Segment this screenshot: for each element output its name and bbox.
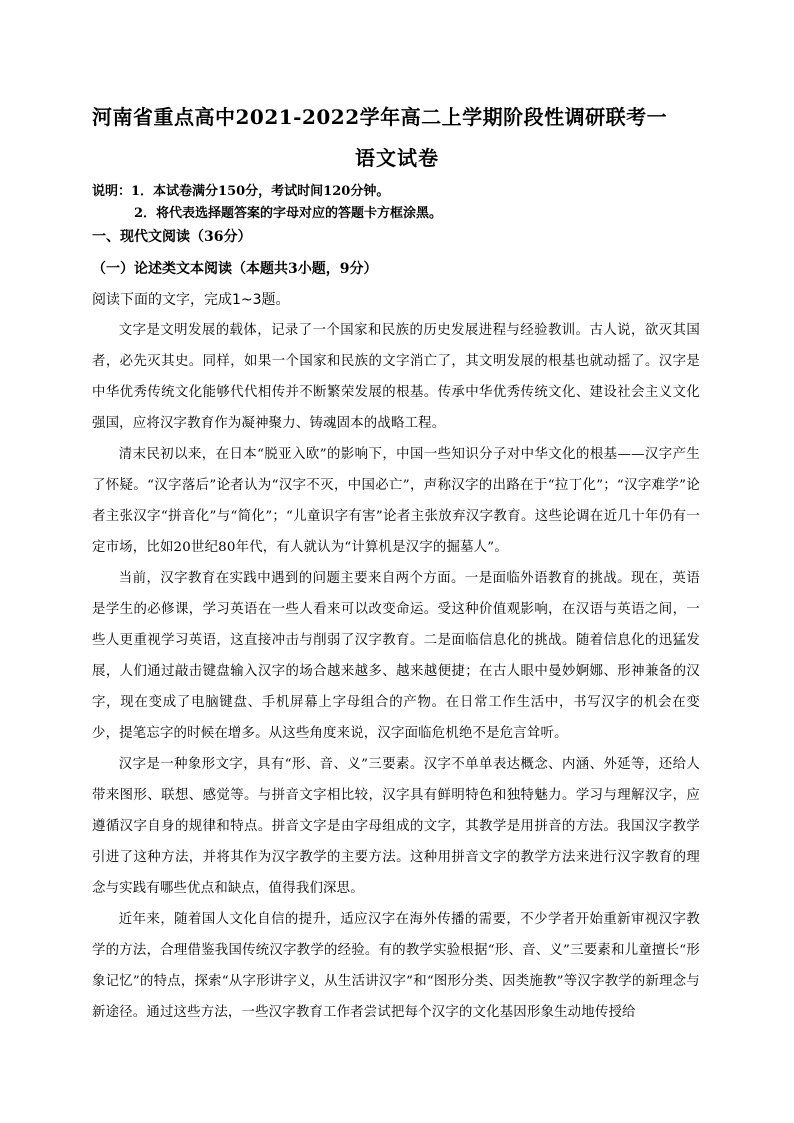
exam-subject-title: 语文试卷	[355, 146, 439, 170]
passage-paragraph: 近年来，随着国人文化自信的提升，适应汉字在海外传播的需要，不少学者开始重新审视汉字教学的方法，合理借鉴我国传统汉字教学的经验。有的教学实验根据“形、音、义”三要素和儿童擅长“形象记忆”的特点，探索“从字形讲字义，从生活讲汉字”和“图形分类、因类施教”等汉字教学的新理念与新途径。通过这些方法，一些汉字教育工作者尝试把每个汉字的文化基因形象生动地传授给	[92, 912, 700, 1020]
passage-paragraph: 当前，汉字教育在实践中遇到的问题主要来自两个方面。一是面临外语教育的挑战。现在，英语是学生的必修课，学习英语在一些人看来可以改变命运。受这种价值观影响，在汉语与英语之间，一些人更重视学习英语，这直接冲击与削弱了汉字教育。二是面临信息化的挑战。随着信息化的迅猛发展，人们通过敲击键盘输入汉字的场合越来越多、越来越便捷；在古人眼中曼妙婀娜、形神兼备的汉字，现在变成了电脑键盘、手机屏幕上字母组合的产物。在日常工作生活中，书写汉字的机会在变少，提笔忘字的时候在增多。从这些角度来说，汉字面临危机绝不是危言耸听。	[92, 571, 700, 741]
exam-note-1: 说明：1．本试卷满分150分，考试时间120分钟。	[92, 184, 390, 199]
section-heading: 一、现代文阅读（36分）	[92, 229, 252, 245]
passage-paragraph: 文字是文明发展的载体，记录了一个国家和民族的历史发展进程与经验教训。古人说，欲灭其国者，必先灭其史。同样，如果一个国家和民族的文字消亡了，其文明发展的根基也就动摇了。汉字是中华优秀传统文化能够代代相传并不断繁荣发展的根基。传承中华优秀传统文化、建设社会主义文化强国，应将汉字教育作为凝神聚力、铸魂固本的战略工程。	[92, 323, 700, 431]
passage-paragraph: 汉字是一种象形文字，具有“形、音、义”三要素。汉字不单单表达概念、内涵、外延等，还给人带来图形、联想、感觉等。与拼音文字相比较，汉字具有鲜明特色和独特魅力。学习与理解汉字，应遵循汉字自身的规律和特点。拼音文字是由字母组成的文字，其教学是用拼音的方法。我国汉字教学引进了这种方法，并将其作为汉字教学的主要方法。这种用拼音文字的教学方法来进行汉字教育的理念与实践有哪些优点和缺点，值得我们深思。	[92, 757, 700, 896]
passage-paragraph: 清末民初以来，在日本“脱亚入欧”的影响下，中国一些知识分子对中华文化的根基——汉字产生了怀疑。“汉字落后”论者认为“汉字不灭，中国必亡”，声称汉字的出路在于“拉丁化”；“汉字难学”论者主张汉字“拼音化”与“简化”；“儿童识字有害”论者主张放弃汉字教育。这些论调在近几十年仍有一定市场，比如20世纪80年代，有人就认为“计算机是汉字的掘墓人”。	[92, 447, 700, 555]
reading-instruction: 阅读下面的文字，完成1~3题。	[92, 292, 290, 308]
passage-body	[92, 315, 700, 1028]
subsection-heading: （一）论述类文本阅读（本题共3小题，9分）	[92, 261, 378, 277]
exam-note-2: 2．将代表选择题答案的字母对应的答题卡方框涂黑。	[134, 206, 443, 221]
exam-title: 河南省重点高中2021-2022学年高二上学期阶段性调研联考一	[92, 105, 668, 129]
